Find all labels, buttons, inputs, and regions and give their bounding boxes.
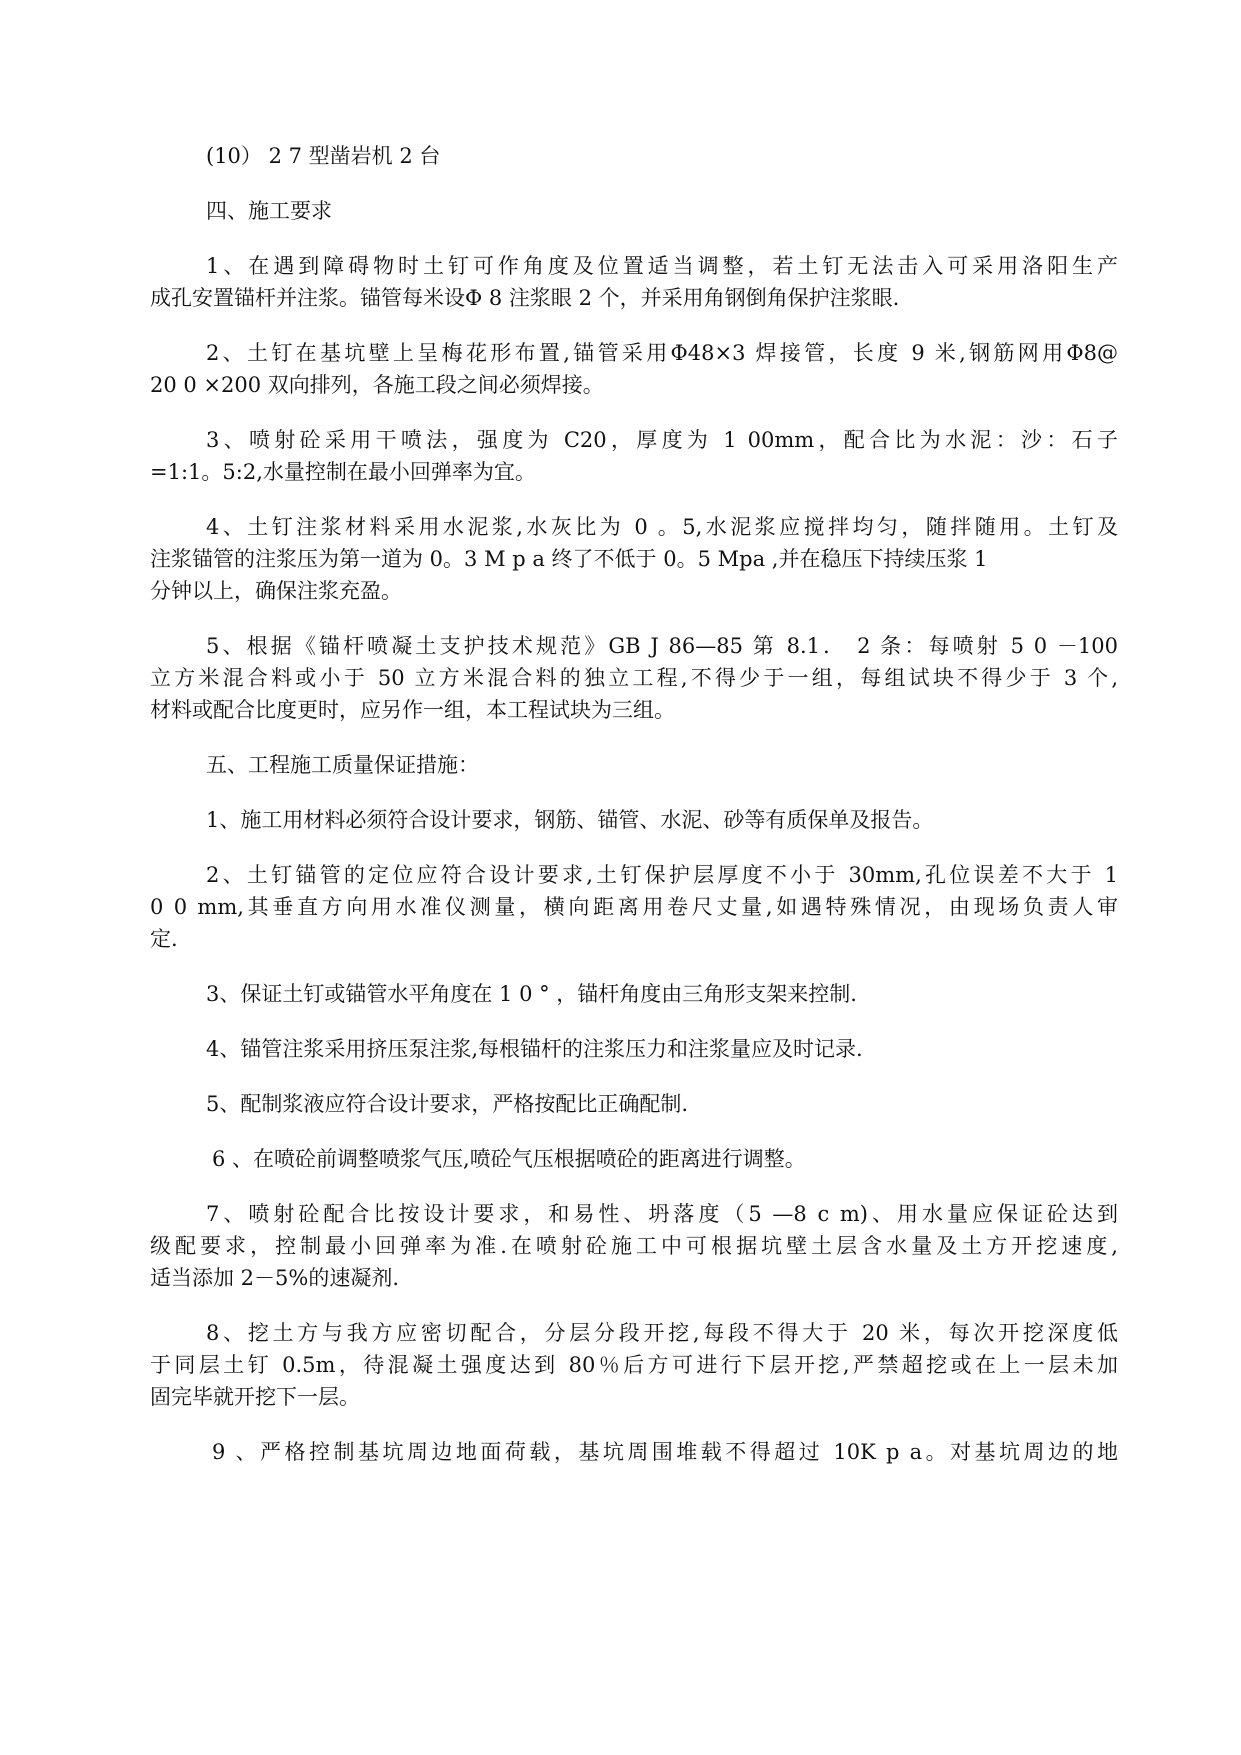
- measure-2: [150, 859, 1118, 955]
- text-line: =1:1。5:2,水量控制在最小回弹率为宜。: [150, 460, 536, 484]
- measure-5: [150, 1088, 1118, 1120]
- text-line: 20 0 ×200 双向排列，各施工段之间必须焊接。: [150, 373, 604, 397]
- measure-4: [150, 1033, 1118, 1065]
- text-line: 9 、严格控制基坑周边地面荷载，基坑周围堆载不得超过 10K p a。对基坑周边的地: [212, 1440, 1118, 1464]
- text-line: 5、根据《锚杆喷凝土支护技术规范》GB J 86—85 第 8.1． 2 条：每喷射 5 0 －100: [206, 634, 1118, 658]
- text-line: 4、土钉注浆材料采用水泥浆,水灰比为 0 。5,水泥浆应搅拌均匀，随拌随用。土钉及: [206, 515, 1118, 539]
- text-line: 五、工程施工质量保证措施：: [206, 753, 479, 777]
- text-line: 3、保证土钉或锚管水平角度在 1 0 ° ，锚杆角度由三角形支架来控制.: [206, 982, 857, 1006]
- text-line: 2、土钉在基坑壁上呈梅花形布置,锚管采用Φ48×3 焊接管，长度 9 米,钢筋网用Φ8@: [206, 341, 1118, 365]
- text-line: 注浆锚管的注浆压为第一道为 0。3 M p a 终了不低于 0。5 Mpa ,并在稳压下持续压浆 1: [150, 547, 988, 571]
- text-line: 于同层土钉 0.5m，待混凝土强度达到 80％后方可进行下层开挖,严禁超挖或在上一层未加: [150, 1353, 1118, 1377]
- document-body: [150, 140, 1118, 1468]
- text-line: 适当添加 2－5%的速凝剂.: [150, 1266, 400, 1290]
- text-line: 1、在遇到障碍物时土钉可作角度及位置适当调整，若土钉无法击入可采用洛阳生产: [206, 254, 1118, 278]
- text-line: 7、喷射砼配合比按设计要求，和易性、坍落度（5 —8 c m)、用水量应保证砼达到: [206, 1202, 1118, 1226]
- text-line: 级配要求，控制最小回弹率为准.在喷射砼施工中可根据坑壁土层含水量及土方开挖速度,: [150, 1234, 1118, 1258]
- requirement-3: [150, 424, 1118, 488]
- measure-6: [150, 1143, 1118, 1175]
- measure-8: [150, 1317, 1118, 1413]
- text-line: 5、配制浆液应符合设计要求，严格按配比正确配制.: [206, 1092, 689, 1116]
- requirement-4: [150, 511, 1118, 607]
- text-line: 固完毕就开挖下一层。: [150, 1385, 360, 1409]
- requirement-1: [150, 250, 1118, 314]
- text-line: 3、喷射砼采用干喷法，强度为 C20，厚度为 1 00mm，配合比为水泥：沙：石子: [206, 428, 1118, 452]
- text-line: 6 、在喷砼前调整喷浆气压,喷砼气压根据喷砼的距离进行调整。: [212, 1147, 806, 1171]
- section-heading-construction-requirements: [150, 195, 1118, 227]
- text-line: (10） 2 7 型凿岩机 2 台: [206, 144, 441, 168]
- text-line: 立方米混合料或小于 50 立方米混合料的独立工程,不得少于一组，每组试块不得少于 3 个,: [150, 666, 1118, 690]
- text-line: 4、锚管注浆采用挤压泵注浆,每根锚杆的注浆压力和注浆量应及时记录.: [206, 1037, 863, 1061]
- text-line: 材料或配合比度更时，应另作一组，本工程试块为三组。: [150, 698, 675, 722]
- text-line: 定.: [150, 927, 178, 951]
- measure-7: [150, 1198, 1118, 1294]
- text-line: 分钟以上，确保注浆充盈。: [150, 579, 402, 603]
- requirement-2: [150, 337, 1118, 401]
- measure-9: [150, 1436, 1118, 1468]
- text-line: 0 0 mm,其垂直方向用水准仪测量，横向距离用卷尺丈量,如遇特殊情况，由现场负责人审: [150, 895, 1118, 919]
- text-line: 2、土钉锚管的定位应符合设计要求,土钉保护层厚度不小于 30mm,孔位误差不大于 1: [206, 863, 1118, 887]
- text-line: 成孔安置锚杆并注浆。锚管每米设Φ 8 注浆眼 2 个，并采用角钢倒角保护注浆眼.: [150, 286, 900, 310]
- section-heading-quality-assurance: [150, 749, 1118, 781]
- requirement-5: [150, 630, 1118, 726]
- text-line: 四、施工要求: [206, 199, 332, 223]
- text-line: 8、挖土方与我方应密切配合，分层分段开挖,每段不得大于 20 米，每次开挖深度低: [206, 1321, 1118, 1345]
- equipment-item-10: [150, 140, 1118, 172]
- measure-3: [150, 978, 1118, 1010]
- text-line: 1、施工用材料必须符合设计要求，钢筋、锚管、水泥、砂等有质保单及报告。: [206, 808, 934, 832]
- measure-1: [150, 804, 1118, 836]
